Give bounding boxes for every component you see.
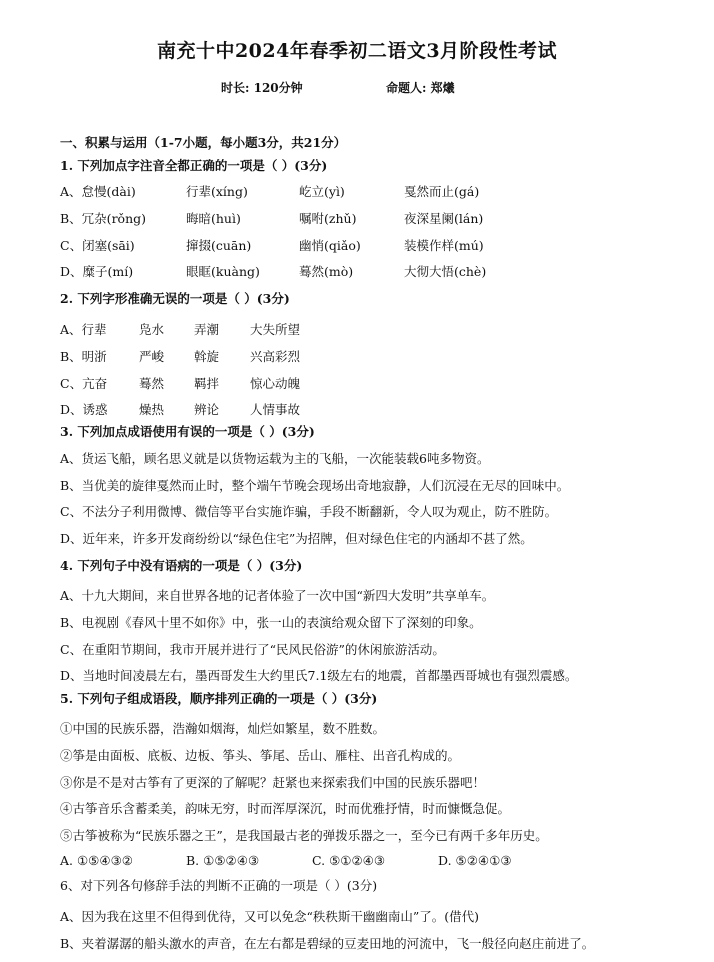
q1-c-4: 装模作样(mú) [404, 238, 484, 253]
question-3-stem: 3. 下列加点成语使用有误的一项是（ ）(3分) [60, 424, 315, 439]
q3-option-b: B、当优美的旋律戛然而止时，整个端午节晚会现场出奇地寂静，人们沉浸在无尽的回味中。 [60, 478, 570, 493]
q5-sentence-4: ④古筝音乐含蓄柔美，韵味无穷，时而浑厚深沉，时而优雅抒情，时而慷慨急促。 [60, 801, 511, 816]
q1-c-2: 撺掇(cuān) [186, 238, 252, 253]
exam-author: 命题人: 郑爔 [386, 81, 455, 95]
q5-choice-b: B. ①⑤②④③ [186, 853, 260, 868]
q2-a-1: A、行辈 [60, 322, 107, 337]
q2-b-1: B、明浙 [60, 349, 107, 364]
question-6-stem: 6、对下列各句修辞手法的判断不正确的一项是（ ）(3分) [60, 878, 378, 893]
question-4-stem: 4. 下列句子中没有语病的一项是（ ）(3分) [60, 558, 303, 573]
q2-c-3: 羁拌 [194, 376, 220, 391]
q1-a-4: 戛然而止(gá) [404, 184, 480, 199]
exam-title: 南充十中2024年春季初二语文3月阶段性考试 [156, 40, 558, 62]
q1-b-4: 夜深星阑(lán) [404, 211, 484, 226]
q2-d-4: 人情事故 [250, 402, 301, 417]
q1-d-2: 眼眶(kuàng) [186, 264, 260, 279]
q1-b-1: B、冗杂(rǒng) [60, 211, 146, 226]
q5-sentence-3: ③你是不是对古筝有了更深的了解呢？赶紧也来探索我们中国的民族乐器吧！ [60, 775, 486, 790]
q2-a-3: 弄潮 [194, 322, 220, 337]
q5-choice-a: A. ①⑤④③② [60, 853, 134, 868]
q6-option-a: A、因为我在这里不但得到优待，又可以免念“秩秩斯干幽幽南山”了。(借代) [60, 909, 480, 924]
q4-option-c: C、在重阳节期间，我市开展并进行了“民风民俗游”的休闲旅游活动。 [60, 642, 445, 657]
q2-a-2: 凫水 [139, 322, 165, 337]
q1-a-1: A、怠慢(dài) [60, 184, 136, 199]
q5-sentence-5: ⑤古筝被称为“民族乐器之王”，是我国最古老的弹拨乐器之一，至今已有两千多年历史。 [60, 828, 548, 843]
q2-c-2: 蓦然 [139, 376, 165, 391]
q1-d-4: 大彻大悟(chè) [404, 264, 487, 279]
q2-b-2: 严峻 [139, 349, 165, 364]
q3-option-c: C、不法分子利用微博、微信等平台实施诈骗，手段不断翻新，令人叹为观止，防不胜防。 [60, 504, 558, 519]
exam-duration: 时长: 120分钟 [221, 81, 303, 95]
q3-option-a: A、货运飞船，顾名思义就是以货物运载为主的飞船，一次能装载6吨多物资。 [60, 451, 490, 466]
q4-option-b: B、电视剧《春风十里不如你》中，张一山的表演给观众留下了深刻的印象。 [60, 615, 482, 630]
q1-d-1: D、糜子(mí) [60, 264, 134, 279]
q5-sentence-2: ②筝是由面板、底板、边板、筝头、筝尾、岳山、雁柱、出音孔构成的。 [60, 748, 461, 763]
q2-b-4: 兴高彩烈 [250, 349, 301, 364]
q5-choice-c: C. ⑤①②④③ [312, 853, 386, 868]
q1-a-2: 行辈(xíng) [186, 184, 248, 199]
q1-d-3: 蓦然(mò) [299, 264, 354, 279]
question-1-stem: 1. 下列加点字注音全都正确的一项是（ ）(3分) [60, 158, 328, 173]
q2-c-1: C、亢奋 [60, 376, 108, 391]
q1-b-2: 晦暗(huì) [186, 211, 241, 226]
q1-b-3: 嘱咐(zhǔ) [299, 211, 357, 226]
q5-sentence-1: ①中国的民族乐器，浩瀚如烟海，灿烂如繁星，数不胜数。 [60, 721, 386, 736]
q2-d-1: D、诱惑 [60, 402, 108, 417]
q6-option-b: B、夹着潺潺的船头激水的声音，在左右都是碧绿的豆麦田地的河流中，飞一般径向赵庄前进了。 [60, 936, 595, 951]
q4-option-a: A、十九大期间，来自世界各地的记者体验了一次中国“新四大发明”共享单车。 [60, 588, 495, 603]
q5-choice-d: D. ⑤②④①③ [438, 853, 512, 868]
q1-c-3: 幽悄(qiǎo) [299, 238, 361, 253]
section-heading: 一、积累与运用（1-7小题，每小题3分，共21分） [60, 135, 347, 150]
question-2-stem: 2. 下列字形准确无误的一项是（ ）(3分) [60, 291, 290, 306]
question-5-stem: 5. 下列句子组成语段，顺序排列正确的一项是（ ）(3分) [60, 691, 378, 706]
q2-d-3: 辨论 [194, 402, 220, 417]
q2-c-4: 惊心动魄 [250, 376, 301, 391]
q2-d-2: 燥热 [139, 402, 165, 417]
q2-b-3: 斡旋 [194, 349, 220, 364]
q3-option-d: D、近年来，许多开发商纷纷以“绿色住宅”为招牌，但对绿色住宅的内涵却不甚了然。 [60, 531, 533, 546]
q1-c-1: C、闭塞(sāi) [60, 238, 135, 253]
q2-a-4: 大失所望 [250, 322, 301, 337]
q1-a-3: 屹立(yì) [299, 184, 345, 199]
q4-option-d: D、当地时间凌晨左右，墨西哥发生大约里氏7.1级左右的地震，首都墨西哥城也有强烈震感。 [60, 668, 578, 683]
